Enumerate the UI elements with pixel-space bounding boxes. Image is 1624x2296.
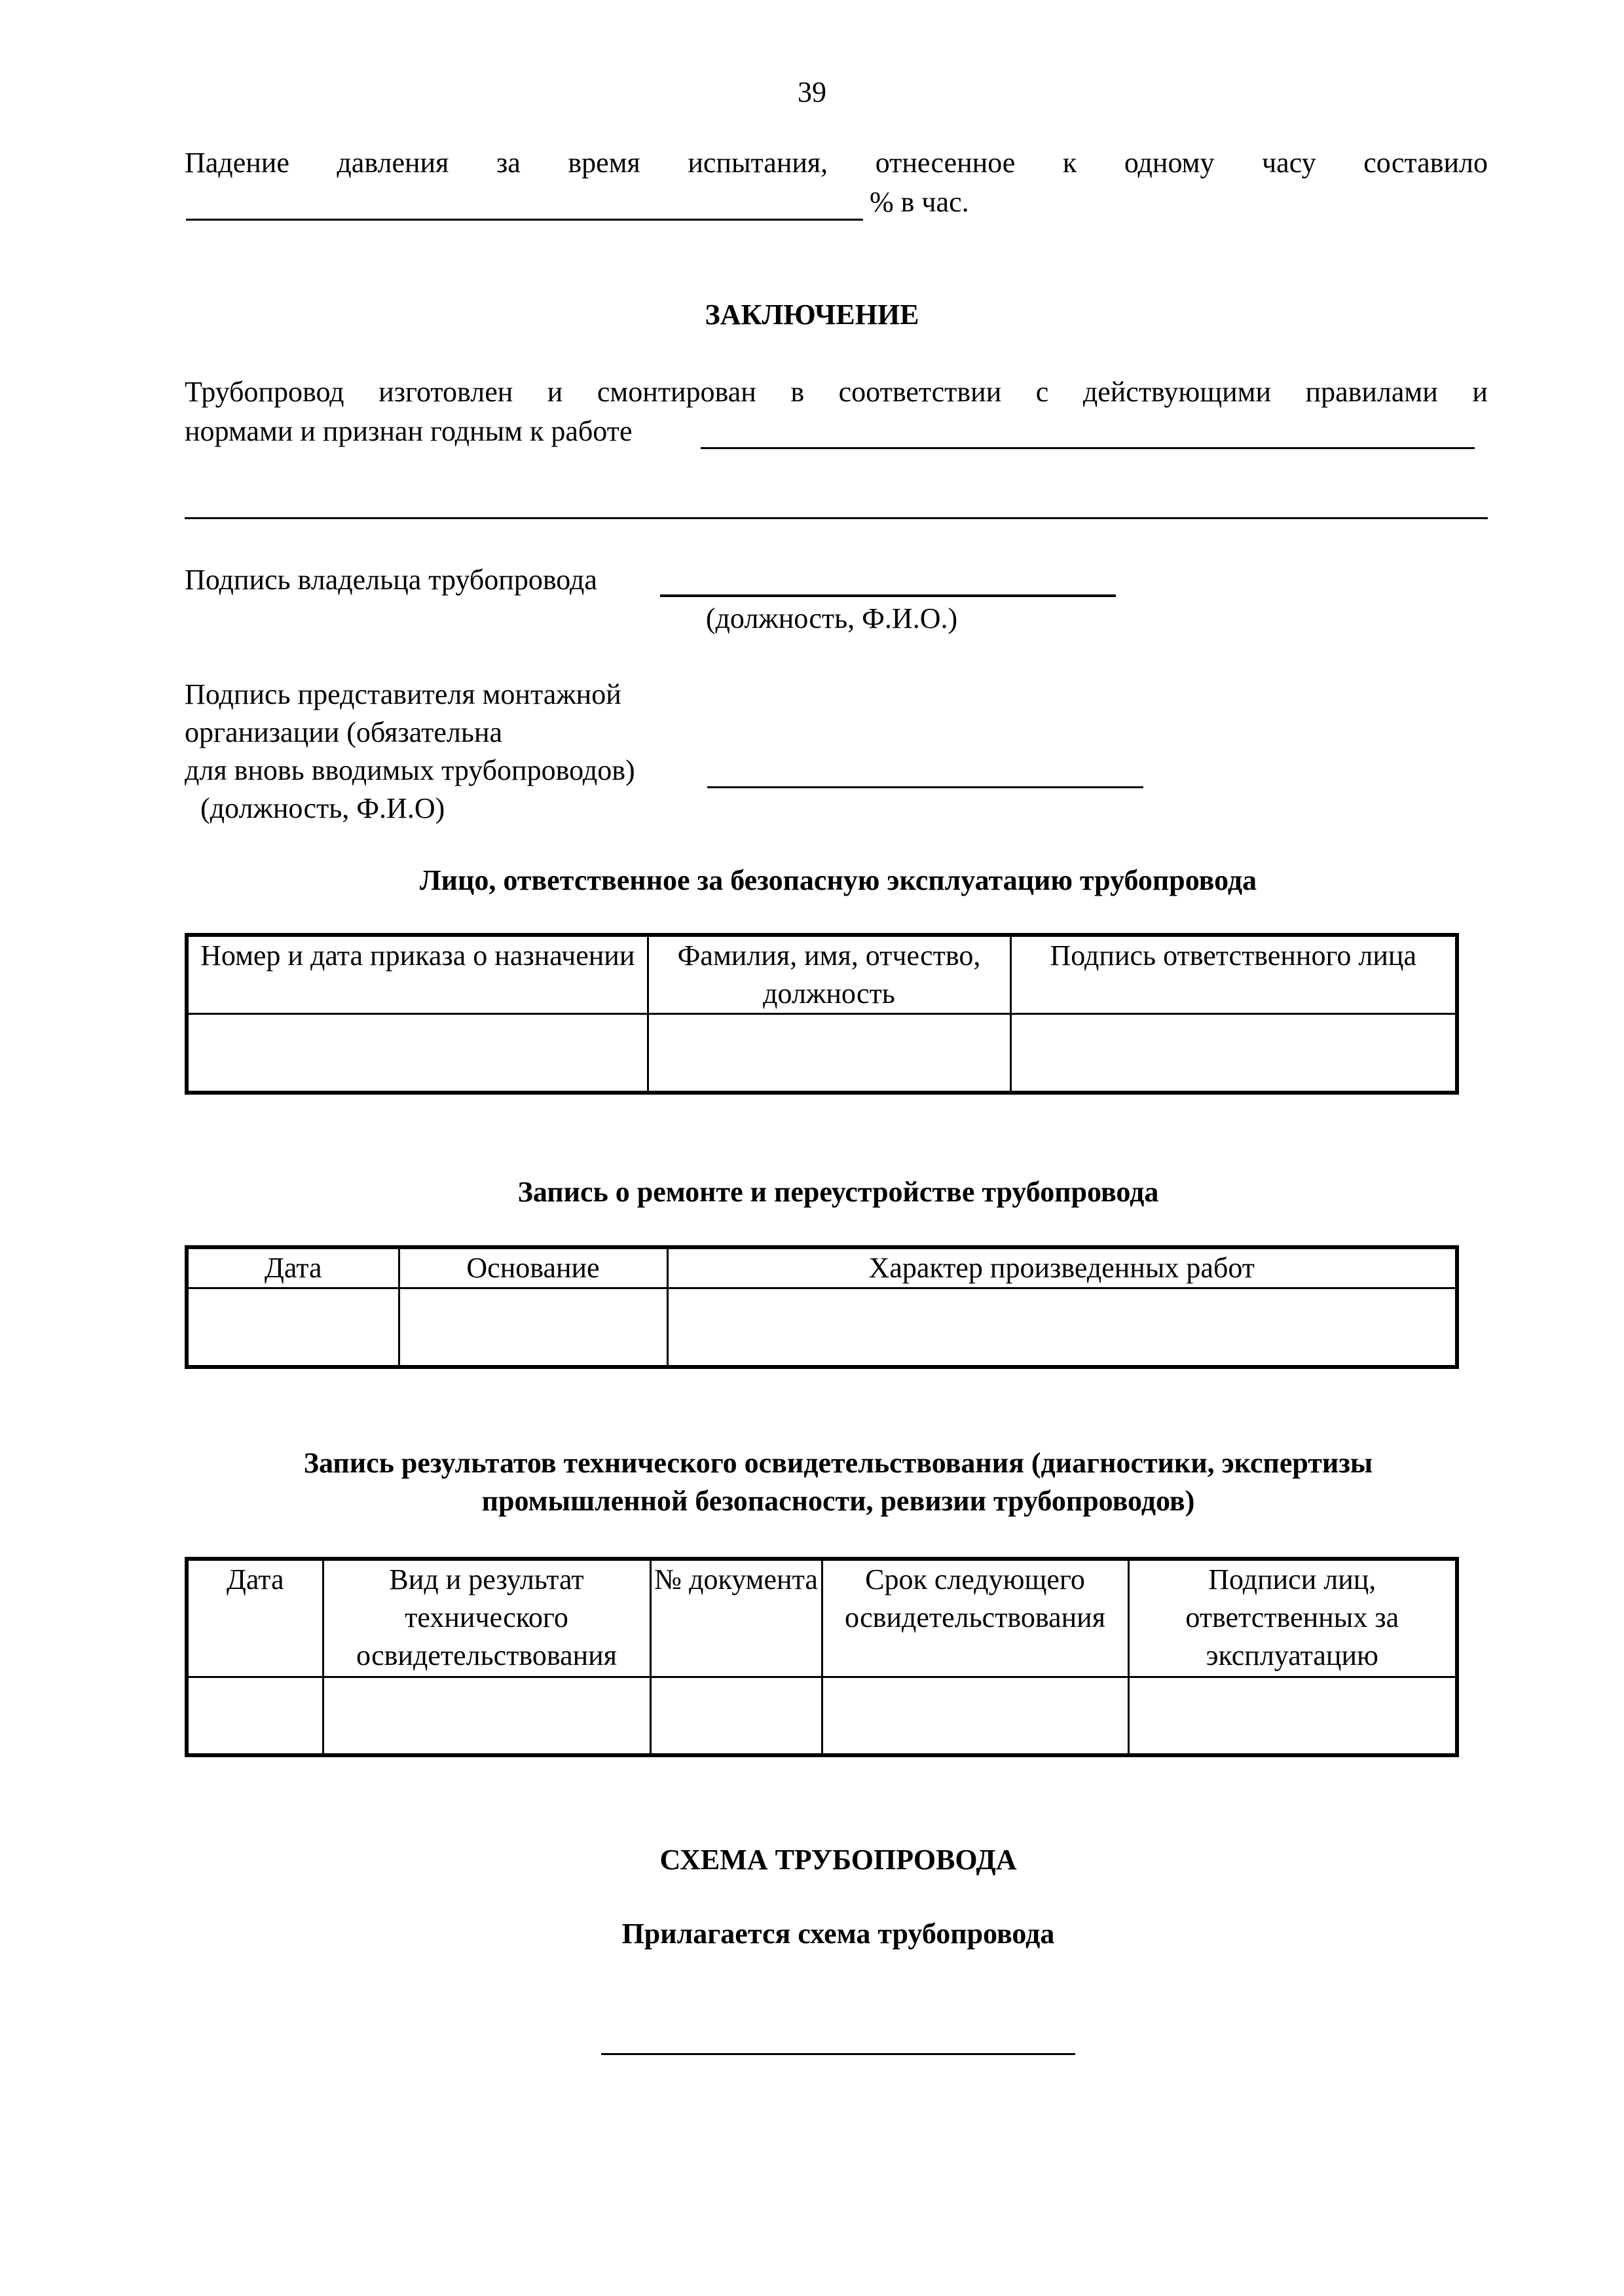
conclusion-title: ЗАКЛЮЧЕНИЕ [705, 299, 919, 331]
pressure-drop-word: испытания, [688, 147, 828, 179]
conclusion-word: и [547, 376, 563, 408]
column-header-signatures: Подписи лиц, ответственных за эксплуатацию [1128, 1559, 1457, 1677]
conclusion-word: правилами [1305, 376, 1438, 408]
conclusion-word: изготовлен [378, 376, 513, 408]
pressure-drop-line [185, 144, 1488, 182]
table-cell-empty[interactable] [648, 1014, 1010, 1093]
pressure-drop-word: часу [1262, 147, 1316, 179]
pressure-drop-word: отнесенное [875, 147, 1016, 179]
column-header-order: Номер и дата приказа о назначении [187, 935, 648, 1014]
conclusion-word: действующими [1082, 376, 1272, 408]
column-header-signature: Подпись ответственного лица [1010, 935, 1457, 1014]
scheme-subtitle: Прилагается схема трубопровода [621, 1918, 1055, 1950]
column-header-document-number: № документа [650, 1559, 822, 1677]
conclusion-blank-1[interactable] [701, 447, 1475, 449]
pressure-drop-word: Падение [185, 147, 289, 179]
column-header-inspection-result: Вид и результат технического освидетельствования [323, 1559, 650, 1677]
table-cell-empty[interactable] [187, 1677, 323, 1755]
table-cell-empty[interactable] [187, 1014, 648, 1093]
table-cell-empty[interactable] [667, 1288, 1457, 1367]
pressure-drop-word: время [568, 147, 640, 179]
pressure-drop-word: одному [1124, 147, 1215, 179]
conclusion-word: в [790, 376, 805, 408]
conclusion-blank-2[interactable] [185, 517, 1488, 519]
owner-signature-caption: (должность, Ф.И.О.) [705, 602, 958, 634]
conclusion-word: соответствии [838, 376, 1002, 408]
owner-signature-label: Подпись владельца трубопровода [185, 564, 597, 596]
conclusion-word: с [1035, 376, 1049, 408]
installer-signature-caption: (должность, Ф.И.О) [200, 792, 445, 824]
scheme-title: СХЕМА ТРУБОПРОВОДА [659, 1844, 1017, 1876]
conclusion-word: и [1472, 376, 1488, 408]
table-cell-empty[interactable] [822, 1677, 1128, 1755]
end-divider-line [601, 2053, 1075, 2055]
column-header-name: Фамилия, имя, отчество, должность [648, 935, 1010, 1014]
table-cell-empty[interactable] [323, 1677, 650, 1755]
inspection-table-title-line-1: Запись результатов технического освидетельствования (диагностики, экспертизы [303, 1447, 1373, 1479]
owner-signature-blank[interactable] [660, 594, 1116, 597]
table-cell-empty[interactable] [1128, 1677, 1457, 1755]
pressure-drop-word: давления [337, 147, 449, 179]
column-header-date: Дата [187, 1247, 399, 1288]
column-header-next-inspection: Срок следующего освидетельствования [822, 1559, 1128, 1677]
table-cell-empty[interactable] [650, 1677, 822, 1755]
pressure-drop-word: за [496, 147, 521, 179]
inspection-table-title-line-2: промышленной безопасности, ревизии трубопроводов) [481, 1485, 1195, 1517]
table-cell-empty[interactable] [1010, 1014, 1457, 1093]
table-cell-empty[interactable] [399, 1288, 667, 1367]
conclusion-word: смонтирован [597, 376, 756, 408]
conclusion-word: Трубопровод [185, 376, 344, 408]
column-header-work: Характер произведенных работ [667, 1247, 1457, 1288]
repair-table-title: Запись о ремонте и переустройстве трубопровода [517, 1176, 1159, 1208]
page-number: 39 [798, 76, 826, 108]
pressure-drop-word: к [1062, 147, 1077, 179]
responsible-table [185, 933, 1459, 1095]
pressure-drop-suffix: % в час. [870, 186, 969, 218]
inspection-table [185, 1557, 1459, 1757]
installer-signature-line-2: организации (обязательна [185, 716, 503, 748]
installer-signature-line-1: Подпись представителя монтажной [185, 678, 621, 710]
conclusion-line-1 [185, 373, 1488, 411]
responsible-table-title: Лицо, ответственное за безопасную эксплуатацию трубопровода [419, 864, 1257, 896]
table-cell-empty[interactable] [187, 1288, 399, 1367]
pressure-drop-word: составило [1363, 147, 1488, 179]
conclusion-line-2: нормами и признан годным к работе [185, 415, 633, 447]
repair-table [185, 1245, 1459, 1369]
column-header-basis: Основание [399, 1247, 667, 1288]
installer-signature-blank[interactable] [707, 786, 1143, 788]
column-header-date: Дата [187, 1559, 323, 1677]
pressure-drop-blank[interactable] [186, 219, 863, 221]
installer-signature-line-3: для вновь вводимых трубопроводов) [185, 754, 635, 786]
